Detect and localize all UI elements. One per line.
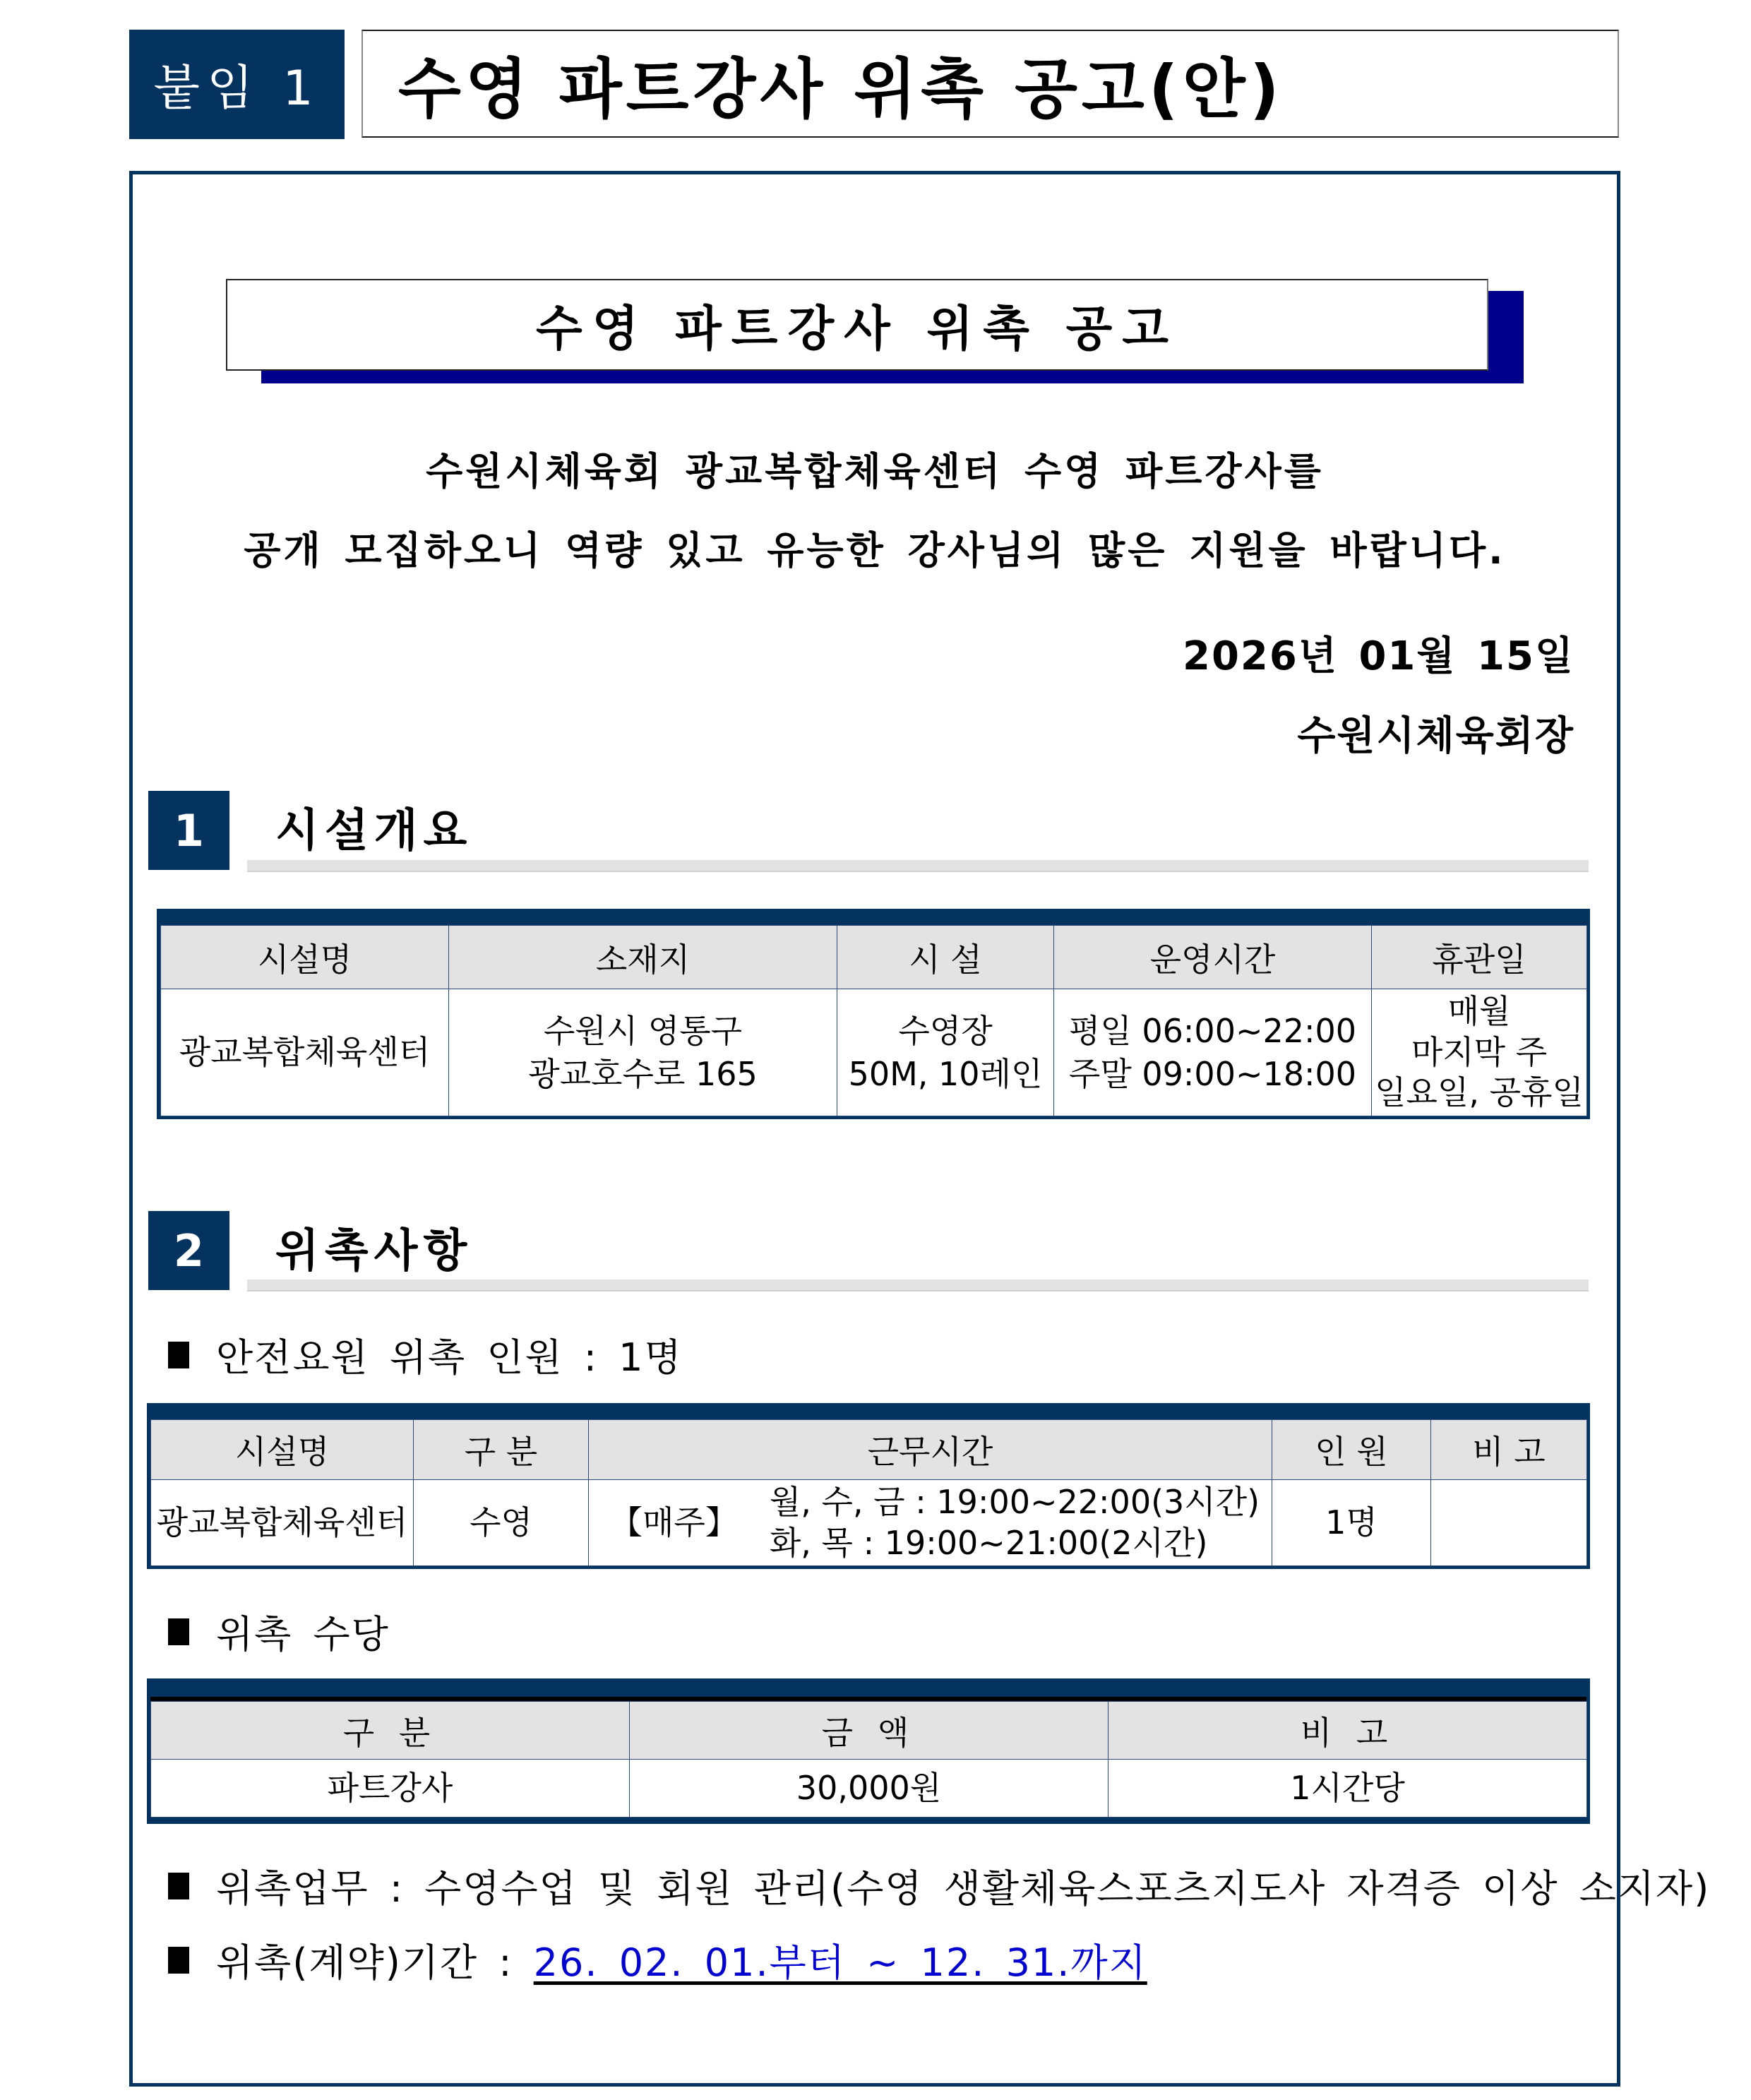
section-1-number: 1 bbox=[148, 791, 229, 870]
cell-work-hours bbox=[589, 1480, 1272, 1566]
section-1-title: 시설개요 bbox=[275, 805, 473, 857]
col-header-name: 시설명 bbox=[151, 1420, 414, 1480]
bullet-period bbox=[168, 1933, 1147, 1987]
col-header-count: 인 원 bbox=[1272, 1420, 1431, 1480]
time-line-1: 월, 수, 금 : 19:00~22:00(3시간) bbox=[769, 1483, 1260, 1521]
closed-line-3: 일요일, 공휴일 bbox=[1375, 1073, 1584, 1112]
bullet-headcount-text: 안전요원 위촉 인원 : 1명 bbox=[216, 1335, 683, 1380]
cell-name: 광교복합체육센터 bbox=[161, 989, 449, 1116]
section-2-number: 2 bbox=[148, 1211, 229, 1290]
cell-name: 광교복합체육센터 bbox=[151, 1480, 414, 1566]
square-bullet-icon bbox=[168, 1873, 189, 1899]
notice-issuer: 수원시체육회장 bbox=[1297, 713, 1574, 759]
intro-line-2: 공개 모집하오니 역량 있고 유능한 강사님의 많은 지원을 바랍니다. bbox=[244, 528, 1506, 573]
col-header-amount: 금 액 bbox=[630, 1702, 1108, 1760]
section-1-underline bbox=[247, 860, 1589, 872]
table-header-row bbox=[151, 1420, 1587, 1480]
square-bullet-icon bbox=[168, 1342, 189, 1368]
intro-line-1: 수원시체육회 광교복합체육센터 수영 파트강사를 bbox=[426, 449, 1324, 494]
section-2-underline bbox=[247, 1279, 1589, 1291]
cell-hours bbox=[1054, 989, 1372, 1116]
col-header-facility: 시 설 bbox=[837, 926, 1054, 989]
facility-line-1: 수영장 bbox=[898, 1011, 993, 1050]
address-line-2: 광교호수로 165 bbox=[528, 1054, 758, 1093]
col-header-closed: 휴관일 bbox=[1372, 926, 1587, 989]
table-header-row bbox=[161, 926, 1587, 989]
hours-line-2: 주말 09:00~18:00 bbox=[1068, 1054, 1357, 1093]
table-row bbox=[151, 1480, 1587, 1566]
weekly-tag: 【매주】 bbox=[610, 1503, 738, 1541]
closed-line-1: 매월 bbox=[1447, 992, 1511, 1031]
bullet-headcount bbox=[168, 1328, 683, 1382]
col-header-note: 비 고 bbox=[1431, 1420, 1587, 1480]
bullet-allowance-text: 위촉 수당 bbox=[216, 1612, 390, 1657]
cell-note: 1시간당 bbox=[1108, 1760, 1587, 1818]
document-title-text: 수영 파트강사 위촉 공고(안) bbox=[398, 51, 1284, 127]
col-header-hours: 운영시간 bbox=[1054, 926, 1372, 989]
col-header-name: 시설명 bbox=[161, 926, 449, 989]
bullet-allowance bbox=[168, 1604, 390, 1659]
cell-category: 파트강사 bbox=[151, 1760, 630, 1818]
col-header-category: 구 분 bbox=[414, 1420, 589, 1480]
notice-date: 2026년 01월 15일 bbox=[1183, 633, 1574, 679]
schedule-table bbox=[150, 1419, 1587, 1566]
table-row bbox=[151, 1760, 1587, 1818]
facility-table bbox=[160, 925, 1587, 1116]
document-title bbox=[361, 30, 1619, 138]
closed-line-2: 마지막 주 bbox=[1411, 1032, 1548, 1071]
section-2-title: 위촉사항 bbox=[275, 1225, 473, 1277]
allowance-table bbox=[150, 1701, 1587, 1818]
col-header-category: 구 분 bbox=[151, 1702, 630, 1760]
table-header-row bbox=[151, 1702, 1587, 1760]
address-line-1: 수원시 영통구 bbox=[543, 1011, 743, 1050]
cell-closed bbox=[1372, 989, 1587, 1116]
notice-title: 수영 파트강사 위촉 공고 bbox=[226, 279, 1488, 371]
bullet-period-label: 위촉(계약)기간 : bbox=[216, 1940, 534, 1985]
col-header-address: 소재지 bbox=[449, 926, 837, 989]
time-line-2: 화, 목 : 19:00~21:00(2시간) bbox=[769, 1523, 1208, 1562]
hours-line-1: 평일 06:00~22:00 bbox=[1068, 1011, 1357, 1050]
cell-facility bbox=[837, 989, 1054, 1116]
square-bullet-icon bbox=[168, 1947, 189, 1974]
cell-count: 1명 bbox=[1272, 1480, 1431, 1566]
cell-note bbox=[1431, 1480, 1587, 1566]
facility-line-2: 50M, 10레인 bbox=[848, 1054, 1043, 1093]
table-row bbox=[161, 989, 1587, 1116]
bullet-duty-text: 위촉업무 : 수영수업 및 회원 관리(수영 생활체육스포츠지도사 자격증 이상 소지자) bbox=[216, 1866, 1711, 1911]
attachment-badge: 붙임 1 bbox=[129, 30, 345, 139]
col-header-note: 비 고 bbox=[1108, 1702, 1587, 1760]
contract-period-value: 26. 02. 01.부터 ~ 12. 31.까지 bbox=[533, 1940, 1147, 1985]
cell-address bbox=[449, 989, 837, 1116]
bullet-duty bbox=[168, 1859, 1710, 1913]
square-bullet-icon bbox=[168, 1618, 189, 1645]
cell-amount: 30,000원 bbox=[630, 1760, 1108, 1818]
col-header-work-hours: 근무시간 bbox=[589, 1420, 1272, 1480]
cell-category: 수영 bbox=[414, 1480, 589, 1566]
